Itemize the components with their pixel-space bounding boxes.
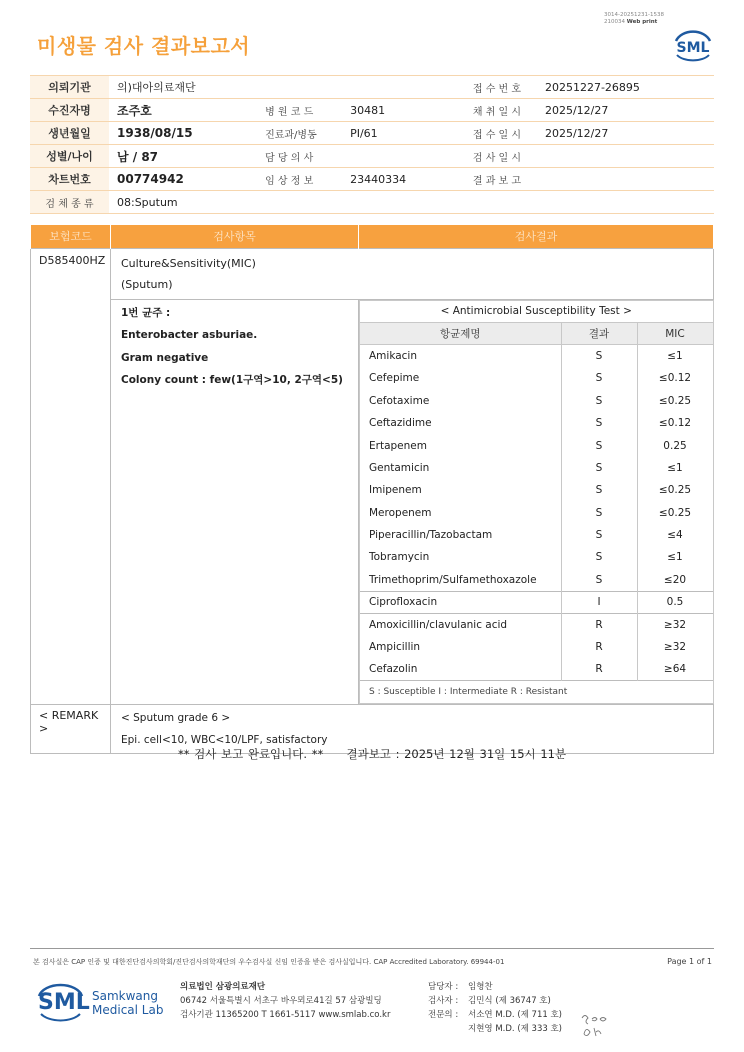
collect-label: 채 취 일 시 [457, 99, 537, 122]
print-id [604, 12, 684, 25]
drug-mic: ≤1 [637, 345, 713, 367]
footer-logo [36, 980, 166, 1026]
organism-number: 1번 균주 : [121, 306, 171, 319]
drug-name: Ciprofloxacin [360, 591, 562, 613]
drug-mic: ≤20 [637, 569, 713, 591]
drug-mic: ≥64 [637, 658, 713, 680]
sexage-label: 성별/나이 [30, 145, 109, 168]
footer-divider [30, 948, 714, 949]
staff-tester: 김민식 (제 36747 호) [468, 996, 551, 1006]
drug-name: Amoxicillin/clavulanic acid [360, 613, 562, 635]
table-row [360, 457, 714, 479]
table-row [360, 345, 714, 367]
sml-logo-icon [672, 26, 714, 62]
drug-result: I [561, 591, 637, 613]
drug-name: Ertapenem [360, 434, 562, 456]
results-table [30, 225, 714, 754]
footer-note: 본 검사실은 CAP 인증 및 대한진단검사의학회/진단검사의학재단의 우수검사실 신임 인증을 받은 검사실입니다. CAP Accredited Laboratory. 69944-01 [33, 958, 505, 966]
page-title: 미생물 검사 결과보고서 [37, 34, 251, 58]
drug-name: Ceftazidime [360, 412, 562, 434]
drug-name: Cefazolin [360, 658, 562, 680]
drug-result: S [561, 390, 637, 412]
test-item [111, 248, 714, 299]
footer-address-line: 06742 서울특별시 서초구 바우뫼로41길 57 삼광빌딩 [180, 996, 382, 1006]
staff-tester-label: 검사자 : [428, 996, 459, 1006]
drug-mic: ≤1 [637, 457, 713, 479]
doctor-value [342, 145, 457, 168]
recv-no-label: 접 수 번 호 [457, 76, 537, 99]
table-row [360, 636, 714, 658]
drug-result: S [561, 569, 637, 591]
dept-label: 진료과/병동 [255, 122, 342, 145]
table-row [360, 367, 714, 389]
drug-name: Cefepime [360, 367, 562, 389]
ast-caption: < Antimicrobial Susceptibility Test > [360, 300, 714, 322]
dob-label: 생년월일 [30, 122, 109, 145]
print-id-line2: 210034 [604, 18, 625, 25]
dept-value: PI/61 [342, 122, 457, 145]
doctor-label: 담 당 의 사 [255, 145, 342, 168]
remark-line2: Epi. cell<10, WBC<10/LPF, satisfactory [121, 733, 328, 746]
footer-logo-text: SML [38, 990, 90, 1015]
page-number: Page 1 of 1 [667, 957, 712, 966]
table-row [360, 591, 714, 613]
name-value: 조주호 [109, 99, 255, 122]
ast-head-drug: 항균제명 [360, 322, 562, 344]
footer-contact: 검사기관 11365200 T 1661-5117 www.smlab.co.kr [180, 1010, 391, 1020]
drug-result: S [561, 479, 637, 501]
organism-info [111, 299, 359, 704]
col-item-header: 검사항목 [111, 225, 359, 248]
drug-mic: ≤1 [637, 546, 713, 568]
clinic-label: 임 상 정 보 [255, 168, 342, 191]
test-item-line1: Culture&Sensitivity(MIC) [121, 256, 256, 270]
organism-colony: Colony count : few(1구역>10, 2구역<5) [121, 374, 343, 386]
drug-name: Imipenem [360, 479, 562, 501]
staff-expert2: 지현영 M.D. (제 333 호) [468, 1024, 563, 1034]
organism-name: Enterobacter asburiae. [121, 329, 258, 341]
table-row [360, 390, 714, 412]
drug-name: Trimethoprim/Sulfamethoxazole [360, 569, 562, 591]
specimen-value: 08:Sputum [109, 191, 714, 214]
drug-result: S [561, 367, 637, 389]
collect-value: 2025/12/27 [537, 99, 714, 122]
drug-mic: ≤0.12 [637, 367, 713, 389]
drug-mic: ≤0.25 [637, 502, 713, 524]
drug-result: S [561, 546, 637, 568]
hosp-code-label: 병 원 코 드 [255, 99, 342, 122]
drug-mic: 0.25 [637, 434, 713, 456]
hosp-code-value: 30481 [342, 99, 457, 122]
test-date-value [537, 145, 714, 168]
drug-mic: ≤0.25 [637, 479, 713, 501]
drug-mic: ≥32 [637, 613, 713, 635]
print-id-tag: Web print [626, 18, 658, 25]
ast-head-mic: MIC [637, 322, 713, 344]
table-row [360, 569, 714, 591]
staff-manager: 임형찬 [468, 982, 493, 992]
staff-manager-label: 담당자 : [428, 982, 459, 992]
drug-result: R [561, 613, 637, 635]
print-id-line1: 3014-20251231-1538 [604, 12, 664, 18]
patient-info-table [30, 75, 714, 214]
ast-table [359, 300, 714, 704]
organism-gram: Gram negative [121, 351, 209, 364]
col-code-header: 보험코드 [31, 225, 111, 248]
specimen-label: 검 체 종 류 [30, 191, 109, 214]
table-row [360, 524, 714, 546]
drug-result: S [561, 434, 637, 456]
staff-expert-label: 전문의 : [428, 1010, 459, 1020]
drug-result: S [561, 524, 637, 546]
footer-address [180, 980, 390, 1022]
ast-cell [359, 299, 714, 704]
drug-name: Meropenem [360, 502, 562, 524]
recv-no-value: 20251227-26895 [537, 76, 714, 99]
name-label: 수진자명 [30, 99, 109, 122]
table-row [360, 658, 714, 680]
table-row [360, 412, 714, 434]
remark-label: < REMARK > [31, 704, 111, 753]
table-row [360, 546, 714, 568]
drug-result: S [561, 345, 637, 367]
signature-icon [578, 1010, 614, 1040]
dob-value: 1938/08/15 [109, 122, 255, 145]
table-row [360, 502, 714, 524]
org-label: 의뢰기관 [30, 76, 109, 99]
test-code: D585400HZ [31, 248, 111, 704]
recv-date-value: 2025/12/27 [537, 122, 714, 145]
drug-result: S [561, 502, 637, 524]
svg-text:SML: SML [676, 40, 710, 56]
drug-mic: 0.5 [637, 591, 713, 613]
test-item-line2: (Sputum) [121, 277, 173, 291]
drug-mic: ≥32 [637, 636, 713, 658]
col-result-header: 검사결과 [359, 225, 714, 248]
footer-staff [428, 980, 562, 1036]
drug-mic: ≤0.25 [637, 390, 713, 412]
drug-result: S [561, 457, 637, 479]
remark-line1: < Sputum grade 6 > [121, 711, 231, 724]
table-row [360, 434, 714, 456]
footer-logo-name2: Medical Lab [92, 1003, 164, 1017]
completion-message: ** 검사 보고 완료입니다. ** 결과보고 : 2025년 12월 31일 15시 11분 [177, 747, 567, 761]
drug-name: Piperacillin/Tazobactam [360, 524, 562, 546]
drug-name: Cefotaxime [360, 390, 562, 412]
drug-result: R [561, 658, 637, 680]
ast-head-result: 결과 [561, 322, 637, 344]
sexage-value: 남 / 87 [109, 145, 255, 168]
report-value [537, 168, 714, 191]
recv-date-label: 접 수 일 시 [457, 122, 537, 145]
drug-mic: ≤4 [637, 524, 713, 546]
ast-legend: S : Susceptible I : Intermediate R : Resistant [360, 681, 714, 703]
drug-result: S [561, 412, 637, 434]
clinic-value: 23440334 [342, 168, 457, 191]
drug-name: Gentamicin [360, 457, 562, 479]
table-row [360, 613, 714, 635]
footer-corp: 의료법인 삼광의료재단 [180, 982, 266, 992]
chart-label: 차트번호 [30, 168, 109, 191]
test-date-label: 검 사 일 시 [457, 145, 537, 168]
report-label: 결 과 보 고 [457, 168, 537, 191]
org-value: 의)대아의료재단 [109, 76, 457, 99]
drug-result: R [561, 636, 637, 658]
table-row [360, 479, 714, 501]
staff-expert1: 서소연 M.D. (제 711 호) [468, 1010, 563, 1020]
chart-value: 00774942 [109, 168, 255, 191]
drug-mic: ≤0.12 [637, 412, 713, 434]
drug-name: Ampicillin [360, 636, 562, 658]
drug-name: Amikacin [360, 345, 562, 367]
footer-logo-name1: Samkwang [92, 989, 158, 1003]
drug-name: Tobramycin [360, 546, 562, 568]
